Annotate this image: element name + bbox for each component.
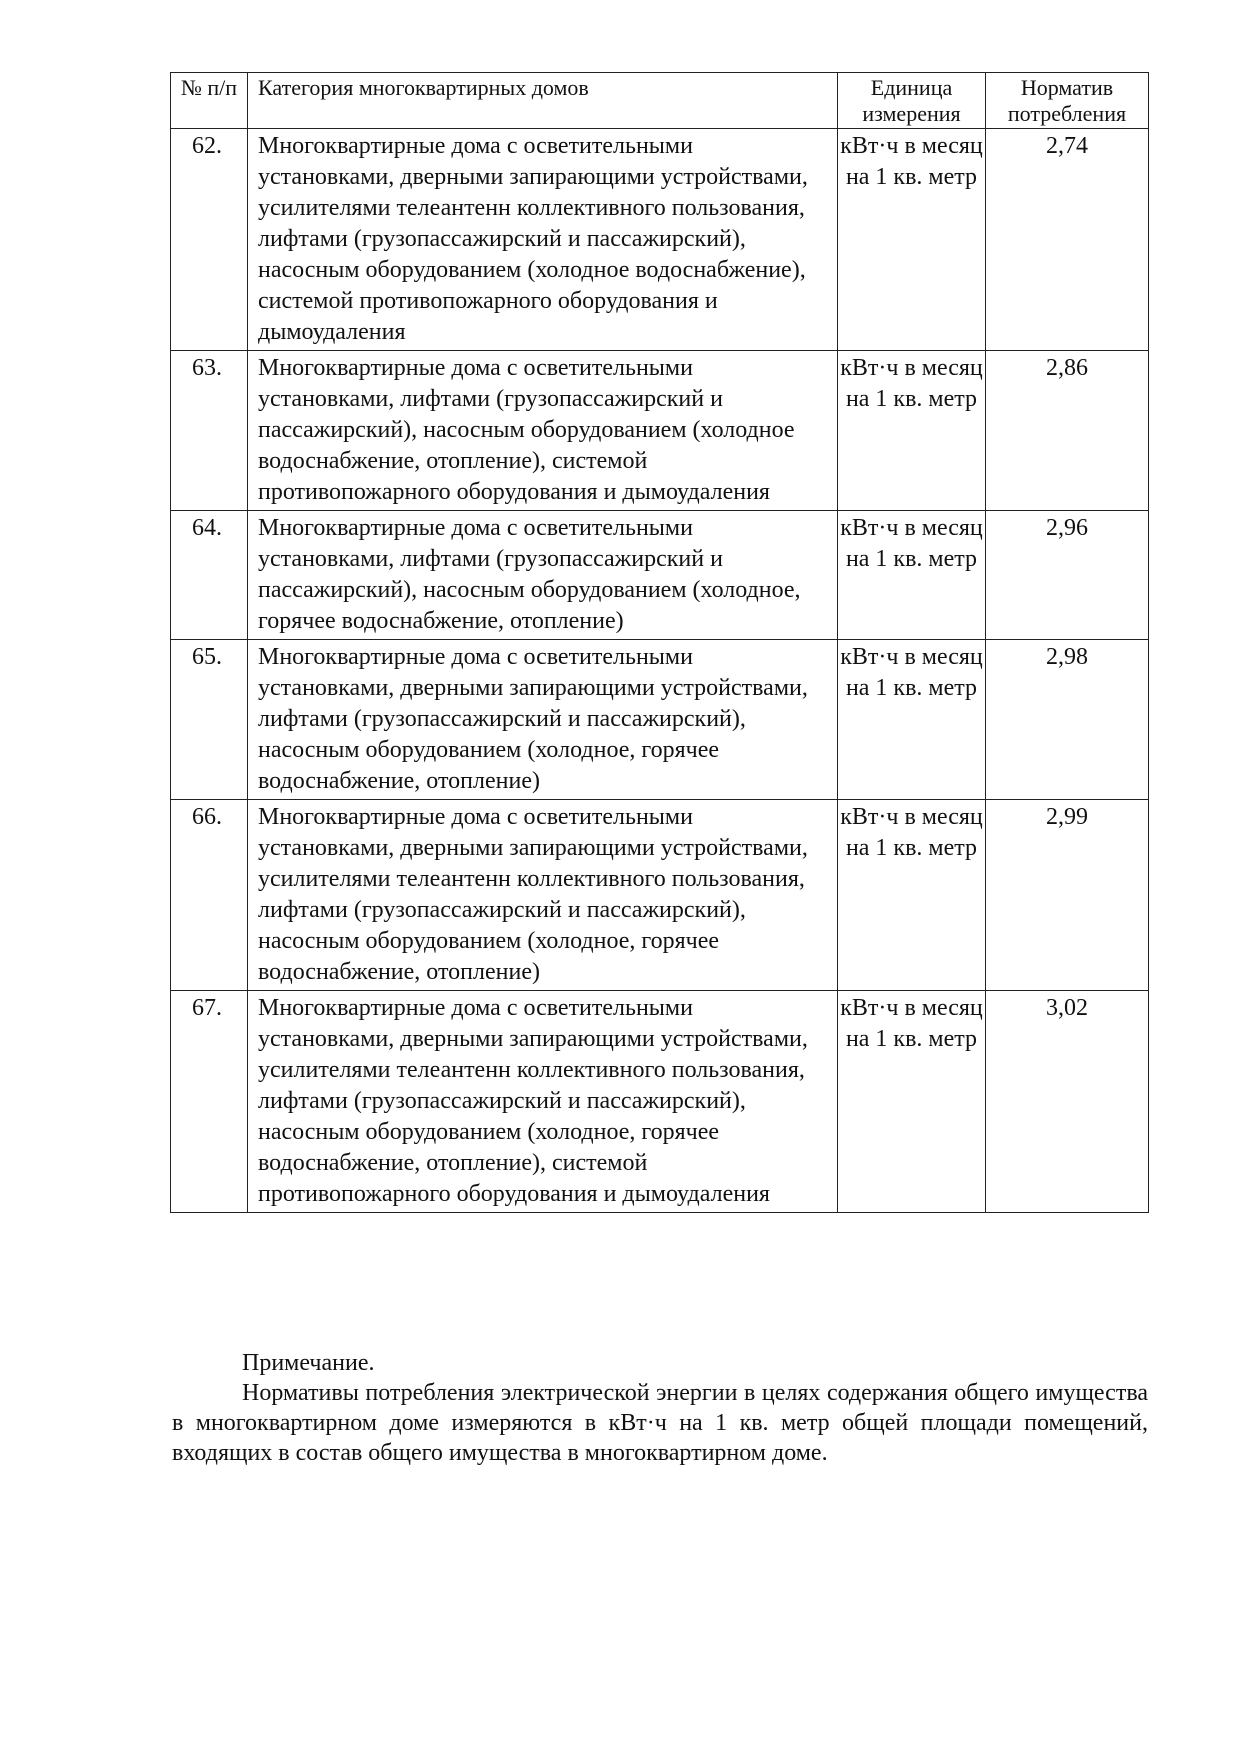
- note-section: [172, 1348, 1148, 1468]
- row-unit: кВт·ч в месяц на 1 кв. метр: [838, 129, 986, 351]
- row-category: Многоквартирные дома с осветительными установками, дверными запирающими устройствами, лифтами (грузопассажирский и пассажирский), насосным оборудованием (холодное, горячее водоснабжение, отопление): [248, 640, 838, 800]
- row-unit: кВт·ч в месяц на 1 кв. метр: [838, 351, 986, 511]
- row-norm: 2,99: [986, 800, 1149, 991]
- row-norm: 2,98: [986, 640, 1149, 800]
- table-row: [171, 640, 1149, 800]
- row-category: Многоквартирные дома с осветительными установками, дверными запирающими устройствами, усилителями телеантенн коллективного пользования, лифтами (грузопассажирский и пассажирский), насосным оборудованием (холодное водоснабжение), системой противопожарного оборудования и дымоудаления: [248, 129, 838, 351]
- row-norm: 2,74: [986, 129, 1149, 351]
- row-category: Многоквартирные дома с осветительными установками, дверными запирающими устройствами, усилителями телеантенн коллективного пользования, лифтами (грузопассажирский и пассажирский), насосным оборудованием (холодное, горячее водоснабжение, отопление): [248, 800, 838, 991]
- table-row: [171, 991, 1149, 1213]
- row-number: 65.: [171, 640, 248, 800]
- row-number: 62.: [171, 129, 248, 351]
- note-title: Примечание.: [242, 1350, 375, 1376]
- row-number: 64.: [171, 511, 248, 640]
- row-norm: 3,02: [986, 991, 1149, 1213]
- table-row: [171, 129, 1149, 351]
- row-category: Многоквартирные дома с осветительными установками, лифтами (грузопассажирский и пассажирский), насосным оборудованием (холодное, горячее водоснабжение, отопление): [248, 511, 838, 640]
- table-row: [171, 351, 1149, 511]
- row-category: Многоквартирные дома с осветительными установками, лифтами (грузопассажирский и пассажирский), насосным оборудованием (холодное водоснабжение, отопление), системой противопожарного оборудования и дымоудаления: [248, 351, 838, 511]
- table-header-row: [171, 73, 1149, 129]
- row-norm: 2,96: [986, 511, 1149, 640]
- row-number: 67.: [171, 991, 248, 1213]
- header-num: № п/п: [171, 73, 248, 129]
- header-category: Категория многоквартирных домов: [248, 73, 838, 129]
- row-unit: кВт·ч в месяц на 1 кв. метр: [838, 511, 986, 640]
- header-unit: Единица измерения: [838, 73, 986, 129]
- row-unit: кВт·ч в месяц на 1 кв. метр: [838, 800, 986, 991]
- note-body: Нормативы потребления электрической энергии в целях содержания общего имущества в многоквартирном доме измеряются в кВт·ч на 1 кв. метр общей площади помещений, входящих в состав общего имущества в многоквартирном доме.: [172, 1380, 1148, 1466]
- table-row: [171, 800, 1149, 991]
- row-category: Многоквартирные дома с осветительными установками, дверными запирающими устройствами, усилителями телеантенн коллективного пользования, лифтами (грузопассажирский и пассажирский), насосным оборудованием (холодное, горячее водоснабжение, отопление), системой противопожарного оборудования и дымоудаления: [248, 991, 838, 1213]
- row-norm: 2,86: [986, 351, 1149, 511]
- row-number: 63.: [171, 351, 248, 511]
- row-unit: кВт·ч в месяц на 1 кв. метр: [838, 640, 986, 800]
- table-row: [171, 511, 1149, 640]
- header-norm: Норматив потребления: [986, 73, 1149, 129]
- norms-table: [170, 72, 1149, 1213]
- row-unit: кВт·ч в месяц на 1 кв. метр: [838, 991, 986, 1213]
- row-number: 66.: [171, 800, 248, 991]
